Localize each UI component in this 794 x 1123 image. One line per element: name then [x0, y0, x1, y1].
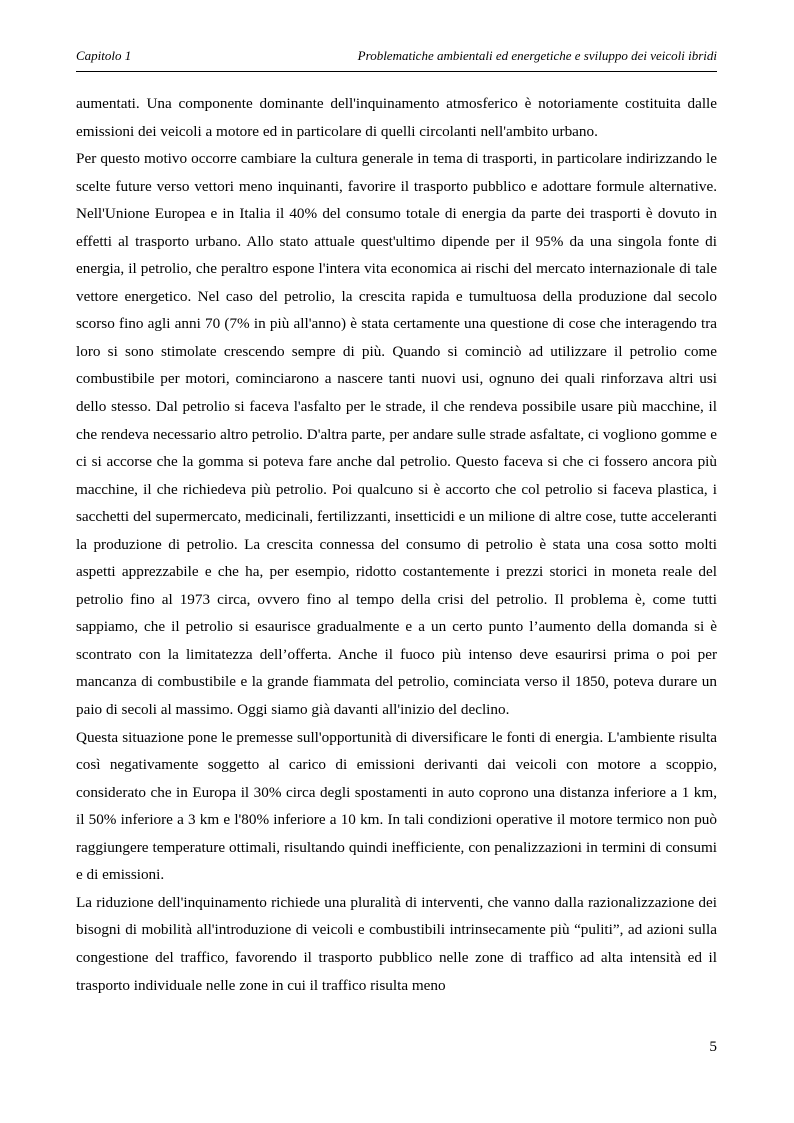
header-rule — [76, 71, 717, 72]
header-chapter: Capitolo 1 — [76, 48, 132, 63]
paragraph-4: La riduzione dell'inquinamento richiede una pluralità di interventi, che vanno dalla razionalizzazione dei bisogni di mobilità all'introduzione di veicoli e combustibili intrinsecamente più “puliti”, ad azioni sulla congestione del traffico, favorendo il trasporto pubblico nelle zone di traffico ad alta intensità ed il trasporto individuale nelle zone in cui il traffico risulta meno — [76, 893, 717, 994]
running-header — [76, 46, 717, 66]
paragraph-2: Per questo motivo occorre cambiare la cultura generale in tema di trasporti, in particolare indirizzando le scelte future verso vettori meno inquinanti, favorire il trasporto pubblico e adottare formule alternative. Nell'Unione Europea e in Italia il 40% del consumo totale di energia da parte dei trasporti è dovuto in effetti al trasporto urbano. Allo stato attuale quest'ultimo dipende per il 95% da una singola fonte di energia, il petrolio, che peraltro espone l'intera vita economica ai rischi del mercato internazionale di tale vettore energetico. Nel caso del petrolio, la crescita rapida e tumultuosa della produzione dal secolo scorso fino agli anni 70 (7% in più all'anno) è stata certamente una questione di cose che interagendo tra loro si sono stimolate crescendo sempre di più. Quando si cominciò ad utilizzare il petrolio come combustibile per motori, cominciarono a nascere tanti nuovi usi, ognuno dei quali rinforzava altri usi dello stesso. Dal petrolio si faceva l'asfalto per le strade, il che rendeva possibile usare più macchine, il che rendeva necessario altro petrolio. D'altra parte, per andare sulle strade asfaltate, ci vogliono gomme e ci si accorse che la gomma si poteva fare anche dal petrolio. Questo faceva si che ci fossero ancora più macchine, il che richiedeva più petrolio. Poi qualcuno si è accorto che col petrolio si faceva plastica, i sacchetti del supermercato, medicinali, fertilizzanti, insetticidi e un milione di altre cose, tutte acceleranti la produzione di petrolio. La crescita connessa del consumo di petrolio è stata una cosa sotto molti aspetti apprezzabile e che ha, per esempio, ridotto costantemente i prezzi storici in moneta reale del petrolio fino al 1973 circa, ovvero fino al tempo della crisi del petrolio. Il problema è, come tutti sappiamo, che il petrolio si esaurisce gradualmente e a un certo punto l’aumento della domanda si è scontrato con la limitatezza dell’offerta. Anche il fuoco più intenso deve esaurirsi prima o poi per mancanza di combustibile e la grande fiammata del petrolio, cominciata verso il 1850, poteva durare un paio di secoli al massimo. Oggi siamo già davanti all'inizio del declino. — [76, 150, 717, 719]
body-text — [76, 90, 717, 999]
header-title: Problematiche ambientali ed energetiche e sviluppo dei veicoli ibridi — [357, 48, 717, 63]
paragraph-1: aumentati. Una componente dominante dell'inquinamento atmosferico è notoriamente costituita dalle emissioni dei veicoli a motore ed in particolare di quelli circolanti nell'ambito urbano. — [76, 95, 717, 140]
paragraph-3: Questa situazione pone le premesse sull'opportunità di diversificare le fonti di energia. L'ambiente risulta così negativamente soggetto al carico di emissioni derivanti dai veicoli con motore a scoppio, considerato che in Europa il 30% circa degli spostamenti in auto coprono una distanza inferiore a 1 km, il 50% inferiore a 3 km e l'80% inferiore a 10 km. In tali condizioni operative il motore termico non può raggiungere temperature ottimali, risultando quindi inefficiente, con penalizzazioni in termini di consumi e di emissioni. — [76, 728, 717, 884]
page-number: 5 — [709, 1038, 717, 1055]
